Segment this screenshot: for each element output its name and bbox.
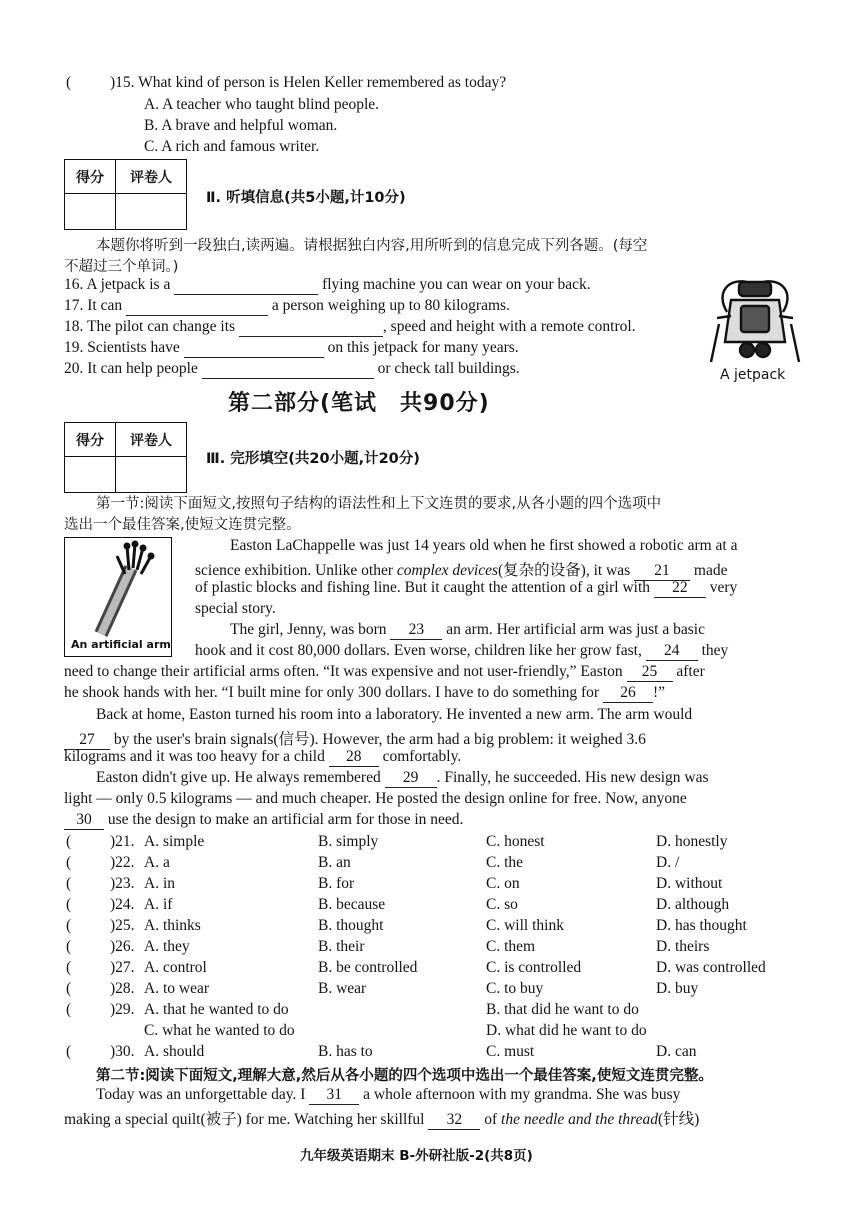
passage-line-8: he shook hands with her. “I built mine for only 300 dollars. I have to do something for 26 !” (64, 684, 666, 701)
question-option-b[interactable]: B. because (318, 896, 386, 913)
blank-26[interactable]: 26 (603, 684, 653, 703)
question-number: )23. (110, 875, 135, 892)
q29-option-d[interactable]: D. what did he want to do (486, 1022, 647, 1039)
question-option-a[interactable]: A. in (144, 875, 175, 892)
question-number: )28. (110, 980, 135, 997)
section2-header: Ⅱ. 听填信息(共5小题,计10分) (206, 190, 406, 206)
passage-line-7: need to change their artificial arms often. “It was expensive and not user-friendly,” Easton 25 after (64, 663, 705, 680)
question-option-d[interactable]: D. was controlled (656, 959, 766, 976)
question-option-c[interactable]: C. the (486, 854, 524, 871)
question-option-a[interactable]: A. a (144, 854, 170, 871)
item-19: 19. Scientists have on this jetpack for many years. (64, 339, 519, 356)
question-option-b[interactable]: B. thought (318, 917, 384, 934)
answer-blank-16[interactable] (174, 276, 318, 295)
question-option-c[interactable]: C. is controlled (486, 959, 582, 976)
question-option-c[interactable]: C. so (486, 896, 518, 913)
question-option-a[interactable]: A. if (144, 896, 173, 913)
question-option-c[interactable]: C. will think (486, 917, 564, 934)
question-option-b[interactable]: B. their (318, 938, 365, 955)
blank-27[interactable]: 27 (64, 731, 110, 750)
q29-option-b[interactable]: B. that did he want to do (486, 1001, 639, 1018)
blank-24[interactable]: 24 (646, 642, 698, 661)
q30-option-d[interactable]: D. can (656, 1043, 697, 1060)
passage-line-9: Back at home, Easton turned his room into a laboratory. He invented a new arm. The arm would (96, 706, 693, 723)
passage-line-2: science exhibition. Unlike other complex devices(复杂的设备), it was 21 made (195, 562, 728, 579)
question-option-c[interactable]: C. on (486, 875, 520, 892)
score-label: 得分 (65, 160, 116, 194)
question-option-b[interactable]: B. be controlled (318, 959, 418, 976)
item-18: 18. The pilot can change its , speed and height with a remote control. (64, 318, 636, 335)
passage2-line-2: making a special quilt(被子) for me. Watching her skillful 32 of the needle and the thread(针线) (64, 1111, 700, 1128)
question-number: )22. (110, 854, 135, 871)
passage2-line-1: Today was an unforgettable day. I 31 a whole afternoon with my grandma. She was busy (96, 1086, 681, 1103)
blank-29[interactable]: 29 (385, 769, 437, 788)
score-box-2 (64, 422, 187, 493)
question-option-d[interactable]: D. / (656, 854, 680, 871)
answer-blank-18[interactable] (239, 318, 383, 337)
grader-label: 评卷人 (116, 160, 187, 194)
question-option-d[interactable]: D. although (656, 896, 730, 913)
grader-label: 评卷人 (116, 423, 187, 457)
blank-32[interactable]: 32 (428, 1111, 480, 1130)
question-paren[interactable]: ( (66, 917, 72, 934)
question-paren[interactable]: ( (66, 854, 72, 871)
q15-option-c: C. A rich and famous writer. (144, 138, 320, 155)
question-number: )21. (110, 833, 135, 850)
passage-line-10: 27 by the user's brain signals(信号). However, the arm had a big problem: it weighed 3.6 (64, 727, 646, 750)
q15-stem: )15. What kind of person is Helen Keller remembered as today? (110, 74, 507, 91)
score-cell (65, 457, 116, 493)
q30-option-b[interactable]: B. has to (318, 1043, 373, 1060)
grader-cell (116, 457, 187, 493)
item-17: 17. It can a person weighing up to 80 kilograms. (64, 297, 510, 314)
passage-line-13: light — only 0.5 kilograms — and much cheaper. He posted the design online for free. Now, anyone (64, 790, 687, 807)
section2-instruction-2: 不超过三个单词。) (64, 259, 179, 275)
question-option-b[interactable]: B. an (318, 854, 351, 871)
passage-line-1: Easton LaChappelle was just 14 years old when he first showed a robotic arm at a (230, 537, 738, 554)
answer-blank-20[interactable] (202, 360, 374, 379)
question-paren[interactable]: ( (66, 980, 72, 997)
question-option-d[interactable]: D. has thought (656, 917, 747, 934)
question-number: )25. (110, 917, 135, 934)
score-box-1 (64, 159, 187, 230)
passage-line-5: The girl, Jenny, was born 23 an arm. Her artificial arm was just a basic (230, 621, 705, 638)
blank-28[interactable]: 28 (329, 748, 379, 767)
score-label: 得分 (65, 423, 116, 457)
q15-paren: ( (66, 74, 72, 91)
blank-21[interactable]: 21 (634, 562, 690, 581)
page-footer: 九年级英语期末 B-外研社版-2(共8页) (300, 1148, 533, 1164)
artificial-arm-caption: An artificial arm (71, 638, 171, 651)
question-number: )26. (110, 938, 135, 955)
question-paren[interactable]: ( (66, 959, 72, 976)
passage-line-11: kilograms and it was too heavy for a child 28 comfortably. (64, 748, 462, 765)
q29-num: )29. (110, 1001, 135, 1018)
question-option-c[interactable]: C. honest (486, 833, 545, 850)
artificial-arm-illustration (65, 538, 171, 638)
section3-header: Ⅲ. 完形填空(共20小题,计20分) (206, 451, 420, 467)
q15-option-a: A. A teacher who taught blind people. (144, 96, 380, 113)
question-option-b[interactable]: B. simply (318, 833, 379, 850)
score-cell (65, 194, 116, 230)
jetpack-illustration (707, 272, 803, 368)
blank-25[interactable]: 25 (627, 663, 673, 682)
question-option-c[interactable]: C. to buy (486, 980, 544, 997)
question-option-a[interactable]: A. simple (144, 833, 205, 850)
q29-option-c[interactable]: C. what he wanted to do (144, 1022, 295, 1039)
question-option-d[interactable]: D. without (656, 875, 723, 892)
question-number: )24. (110, 896, 135, 913)
grader-cell (116, 194, 187, 230)
question-option-a[interactable]: A. to wear (144, 980, 209, 997)
blank-30[interactable]: 30 (64, 811, 104, 830)
q30-option-a[interactable]: A. should (144, 1043, 205, 1060)
q29-paren: ( (66, 1001, 72, 1018)
jetpack-caption: A jetpack (720, 367, 786, 383)
question-option-a[interactable]: A. they (144, 938, 190, 955)
question-option-a[interactable]: A. thinks (144, 917, 201, 934)
question-option-a[interactable]: A. control (144, 959, 207, 976)
q15-option-b: B. A brave and helpful woman. (144, 117, 338, 134)
question-paren[interactable]: ( (66, 938, 72, 955)
item-16: 16. A jetpack is a flying machine you can wear on your back. (64, 276, 591, 293)
blank-31[interactable]: 31 (309, 1086, 359, 1105)
passage-line-12: Easton didn't give up. He always remembered 29 . Finally, he succeeded. His new design was (96, 769, 709, 786)
passage-line-14: 30 use the design to make an artificial arm for those in need. (64, 811, 463, 830)
section3-intro-1: 第一节:阅读下面短文,按照句子结构的语法性和上下文连贯的要求,从各小题的四个选项中 (96, 496, 662, 512)
artificial-arm-image-frame (64, 537, 172, 657)
q30-num: )30. (110, 1043, 135, 1060)
question-paren[interactable]: ( (66, 833, 72, 850)
section3-part2-intro: 第二节:阅读下面短文,理解大意,然后从各小题的四个选项中选出一个最佳答案,使短文连贯完整。 (96, 1068, 713, 1084)
passage-line-3: of plastic blocks and fishing line. But it caught the attention of a girl with 22 very (195, 579, 738, 596)
question-option-b[interactable]: B. for (318, 875, 355, 892)
item-20: 20. It can help people or check tall buildings. (64, 360, 520, 377)
blank-22[interactable]: 22 (654, 579, 706, 598)
blank-23[interactable]: 23 (390, 621, 442, 640)
q30-paren: ( (66, 1043, 72, 1060)
question-option-d[interactable]: D. theirs (656, 938, 710, 955)
answer-blank-19[interactable] (184, 339, 324, 358)
question-option-b[interactable]: B. wear (318, 980, 367, 997)
part2-title: 第二部分(笔试 共90分) (228, 391, 490, 416)
question-option-d[interactable]: D. buy (656, 980, 699, 997)
question-option-c[interactable]: C. them (486, 938, 536, 955)
passage-line-6: hook and it cost 80,000 dollars. Even worse, children like her grow fast, 24 they (195, 642, 729, 659)
q30-option-c[interactable]: C. must (486, 1043, 535, 1060)
section2-instruction-1: 本题你将听到一段独白,读两遍。请根据独白内容,用所听到的信息完成下列各题。(每空 (96, 238, 648, 254)
question-paren[interactable]: ( (66, 896, 72, 913)
passage-line-4: special story. (195, 600, 276, 617)
q29-option-a[interactable]: A. that he wanted to do (144, 1001, 289, 1018)
question-number: )27. (110, 959, 135, 976)
section3-intro-2: 选出一个最佳答案,使短文连贯完整。 (64, 517, 301, 533)
question-option-d[interactable]: D. honestly (656, 833, 728, 850)
answer-blank-17[interactable] (126, 297, 268, 316)
question-paren[interactable]: ( (66, 875, 72, 892)
